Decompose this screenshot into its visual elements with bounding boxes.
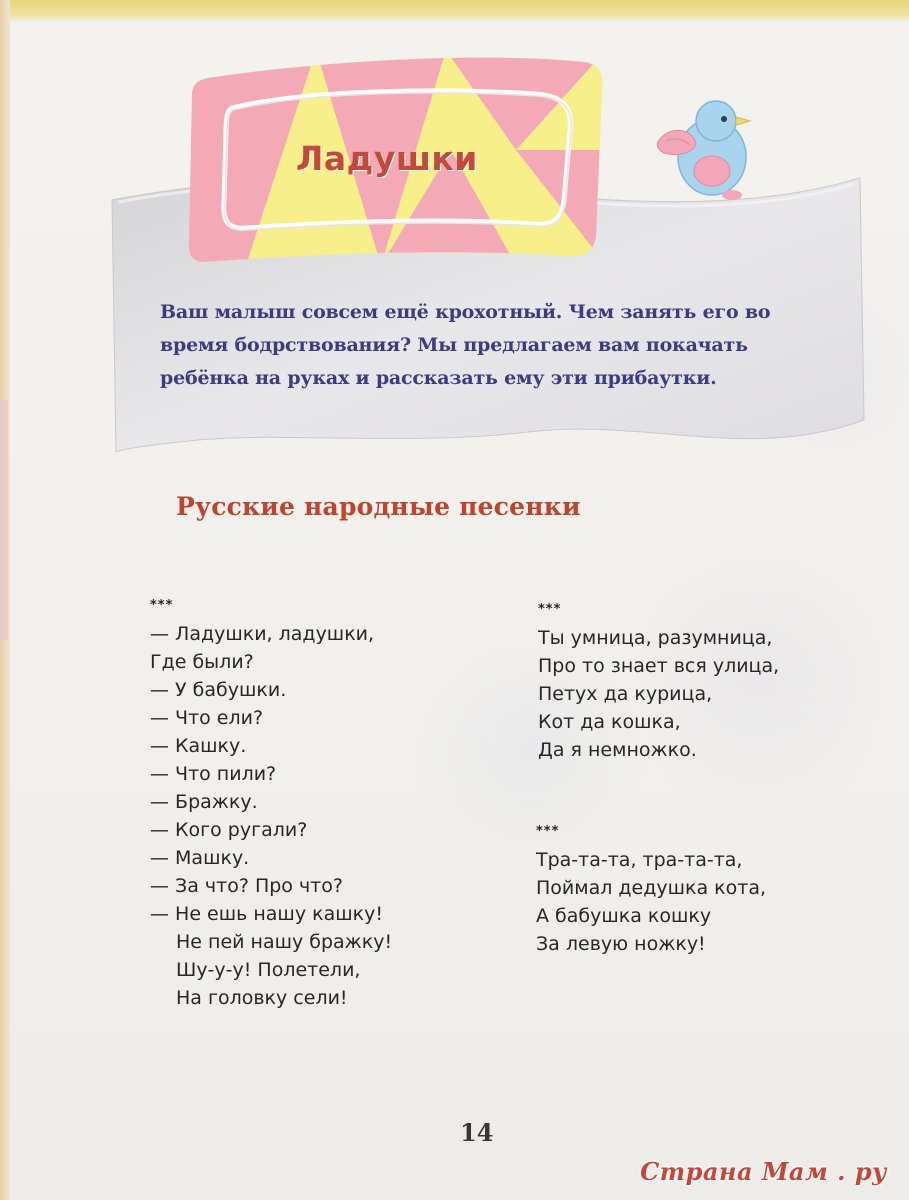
poem-line: — Машку. [150, 847, 250, 869]
page-title: Ладушки [296, 139, 478, 178]
poem-line: За левую ножку! [536, 933, 706, 955]
poem-line: — Бражку. [150, 791, 258, 813]
poem-separator: *** [538, 602, 562, 617]
poem-line: Ты умница, разумница, [538, 627, 773, 649]
poem-line: Где были? [150, 651, 254, 673]
intro-text [160, 296, 800, 395]
poem-line: Про то знает вся улица, [538, 655, 780, 677]
poem-line: Тра-та-та, тра-та-та, [536, 849, 743, 871]
intro-line: Ваш малыш совсем ещё крохотный. Чем занять его во [160, 301, 771, 323]
section-heading: Русские народные песенки [176, 492, 581, 521]
poem-umnitsa [538, 596, 779, 764]
poem-line: Да я немножко. [538, 739, 697, 761]
poem-line: — Кого ругали? [150, 819, 308, 841]
intro-line: время бодрствования? Мы предлагаем вам покачать [160, 334, 748, 356]
poem-separator: *** [536, 824, 560, 839]
poem-line: Поймал дедушка кота, [536, 877, 767, 899]
poem-line: На головку сели! [176, 987, 348, 1009]
left-pink-edge [0, 400, 8, 640]
poem-line: Шу-у-у! Полетели, [176, 959, 361, 981]
poem-line: Кот да кошка, [538, 711, 681, 733]
bird-icon [654, 95, 754, 205]
poem-line: — За что? Про что? [150, 875, 343, 897]
poem-tra-ta-ta [536, 818, 766, 958]
intro-line: ребёнка на руках и рассказать ему эти прибаутки. [160, 367, 717, 389]
site-watermark: Страна Мам . ру [640, 1157, 887, 1186]
poem-line: — У бабушки. [150, 679, 287, 701]
poem-line: — Ладушки, ладушки, [150, 623, 375, 645]
poem-line: Петух да курица, [538, 683, 713, 705]
poem-line: Не пей нашу бражку! [176, 931, 393, 953]
poem-line: — Что ели? [150, 707, 264, 729]
poem-line: — Кашку. [150, 735, 247, 757]
poem-line: А бабушка кошку [536, 905, 712, 927]
page-number: 14 [460, 1118, 494, 1147]
poem-line: — Не ешь нашу кашку! [150, 903, 383, 925]
poem-separator: *** [150, 598, 174, 613]
poem-ladushki [150, 592, 392, 1012]
poem-line: — Что пили? [150, 763, 277, 785]
top-binding-strip [0, 0, 909, 22]
